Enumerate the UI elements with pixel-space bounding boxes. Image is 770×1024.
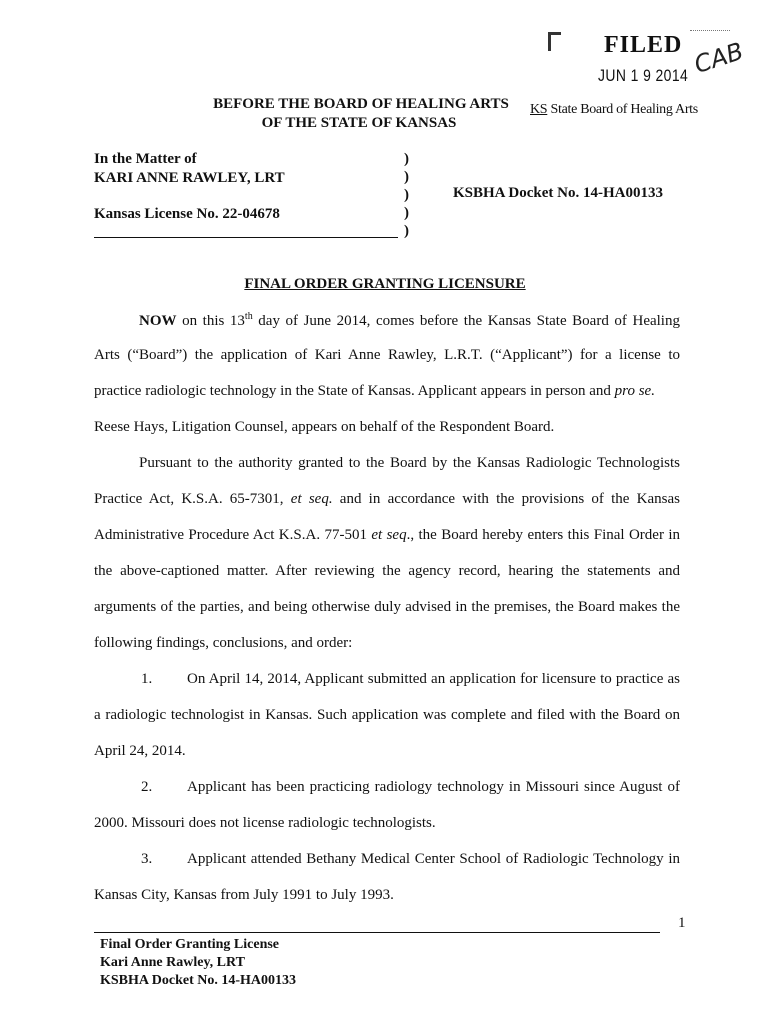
italic-span: et seq — [371, 527, 407, 543]
caption-paren: ) — [404, 169, 409, 185]
body-line: April 24, 2014. — [94, 743, 186, 759]
stamp-board-prefix: KS — [530, 102, 548, 117]
body-line: On April 14, 2014, Applicant submitted an application for licensure to practice as — [187, 671, 680, 687]
text-span: Administrative Procedure Act K.S.A. 77-501 — [94, 527, 372, 543]
body-line: arguments of the parties, and being otherwise duly advised in the premises, the Board makes the — [94, 599, 680, 615]
body-line: following findings, conclusions, and order: — [94, 635, 353, 651]
caption-name: KARI ANNE RAWLEY, LRT — [94, 170, 285, 186]
caption-paren: ) — [404, 223, 409, 239]
caption-paren: ) — [404, 187, 409, 203]
footer-line-2: Kari Anne Rawley, LRT — [100, 955, 245, 970]
docket-number: KSBHA Docket No. 14-HA00133 — [453, 185, 663, 201]
caption-rule — [94, 237, 398, 238]
footer-rule — [94, 932, 660, 933]
item-number: 2. — [141, 779, 153, 795]
body-line: Applicant attended Bethany Medical Center School of Radiologic Technology in — [187, 851, 680, 867]
item-number: 1. — [141, 671, 153, 687]
heading-line-2: OF THE STATE OF KANSAS — [261, 115, 457, 131]
text-span: ., the Board hereby enters this Final Order in — [406, 527, 681, 543]
stamp-initials-signature: CAB — [690, 37, 747, 79]
text-span: and in accordance with the provisions of the Kansas — [332, 491, 680, 507]
body-line: a radiologic technologist in Kansas. Such application was complete and filed with the Board on — [94, 707, 680, 723]
stamp-board-rest: State Board of Healing Arts — [547, 102, 698, 117]
body-line — [94, 383, 655, 400]
body-line: 2000. Missouri does not license radiologic technologists. — [94, 815, 436, 831]
body-line: Pursuant to the authority granted to the Board by the Kansas Radiologic Technologists — [139, 455, 680, 471]
stamp-filed-label: FILED — [604, 32, 683, 58]
stamp-date: JUN 1 9 2014 — [598, 66, 689, 85]
stamp-dotted-mark — [690, 30, 730, 33]
order-title: FINAL ORDER GRANTING LICENSURE — [244, 276, 526, 292]
italic-span: et seq. — [290, 491, 333, 507]
body-line — [139, 311, 680, 330]
caption-paren: ) — [404, 151, 409, 167]
text-span: practice radiologic technology in the State of Kansas. Applicant appears in person and — [94, 383, 615, 399]
body-line: the above-captioned matter. After reviewing the agency record, hearing the statements and — [94, 563, 680, 579]
body-line — [94, 491, 680, 508]
body-line: Applicant has been practicing radiology technology in Missouri since August of — [187, 779, 680, 795]
stamp-corner-mark — [548, 32, 561, 51]
footer-line-3: KSBHA Docket No. 14-HA00133 — [100, 973, 296, 988]
item-number: 3. — [141, 851, 153, 867]
italic-span: pro se. — [614, 383, 655, 399]
caption-matter: In the Matter of — [94, 151, 197, 167]
caption-paren: ) — [404, 205, 409, 221]
body-line: Arts (“Board”) the application of Kari Anne Rawley, L.R.T. (“Applicant”) for a license to — [94, 347, 680, 363]
caption-license: Kansas License No. 22-04678 — [94, 206, 280, 222]
page-number: 1 — [678, 915, 686, 931]
heading-line-1: BEFORE THE BOARD OF HEALING ARTS — [213, 96, 509, 112]
text-span: Practice Act, K.S.A. 65-7301, — [94, 491, 291, 507]
body-line — [94, 527, 680, 544]
body-line: Reese Hays, Litigation Counsel, appears on behalf of the Respondent Board. — [94, 419, 555, 435]
now-word: NOW — [139, 313, 177, 329]
text-span: day of June 2014, comes before the Kansas State Board of Healing — [252, 313, 680, 329]
footer-line-1: Final Order Granting License — [100, 937, 280, 952]
superscript: th — [244, 311, 253, 322]
text-span: on this 13 — [176, 313, 245, 329]
body-line: Kansas City, Kansas from July 1991 to July 1993. — [94, 887, 394, 903]
